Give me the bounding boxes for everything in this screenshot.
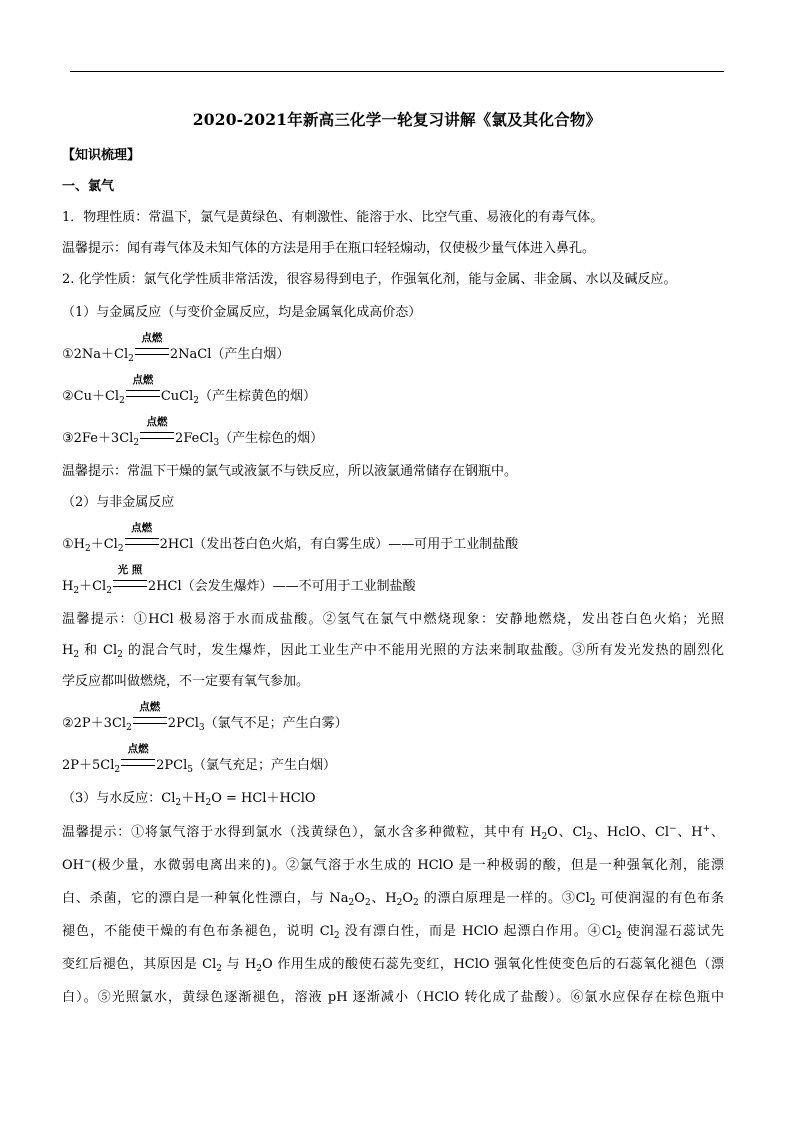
chemical-properties: 2. 化学性质：氯气化学性质非常活泼，很容易得到电子，作强氧化剂，能与金属、非金属、水以及碱反应。 [62,272,677,287]
subsection-water: （3）与水反应：$Cl_2+H_2O$ = HCl＋HClO [62,791,316,808]
reaction-h2-ignite: $①H_2+Cl_2$ 点燃 2HCl（发出苍白色火焰，有白雾生成）——可用于工业制盐酸 [62,522,519,554]
reaction-h2-light: $H_2+Cl_2$ 光 照 2HCl（会发生爆炸）——不可用于工业制盐酸 [62,564,416,596]
part1-heading: 一、氯气 [62,179,115,194]
page-title: 2020-2021年新高三化学一轮复习讲解《氯及其化合物》 [192,110,602,129]
header-rule [70,71,724,72]
reaction-arrow: 光 照 [113,578,147,596]
section-heading: 【知识梳理】 [62,148,141,163]
reaction-p-pcl5: $2P+5Cl_2$ 点燃 2PCl$_5$（氯气充足；产生白烟） [62,743,337,775]
reaction-arrow: 点燃 [125,536,159,554]
tip-smell: 温馨提示：闻有毒气体及未知气体的方法是用手在瓶口轻轻煽动，仅使极少量气体进入鼻孔。 [62,241,596,256]
subsection-metals: （1）与金属反应（与变价金属反应，均是金属氧化成高价态） [62,305,422,320]
reaction-arrow: 点燃 [133,715,167,733]
tip-hcl-line3: 学反应都叫做燃烧，不一定要有氧气参加。 [62,674,310,689]
tip-hcl-line2: $H_2$ 和 $Cl_2$ 的混合气时，发生爆炸，因此工业生产中不能用光照的方法来制取盐酸。③所有发光发热的剧烈化 [62,643,724,660]
subsection-nonmetals: （2）与非金属反应 [62,495,175,510]
reaction-fe: $③2Fe+3Cl_2$ 点燃 2FeCl$_3$（产生棕色的烟） [62,416,324,448]
reaction-na: $①2Na+Cl_2$ 点燃 2NaCl（产生白烟） [62,332,290,364]
tip-water-line6: 白）。⑤光照氯水，黄绿色逐渐褪色，溶液 pH 逐渐减小（HClO 转化成了盐酸）。⑥氯水应保存在棕色瓶中 [62,990,724,1005]
reaction-arrow: 点燃 [140,430,174,448]
tip-water-line2: OH−(极少量，水微弱电离出来的)。②氯气溶于水生成的 HClO 是一种极弱的酸，但是一种强氧化剂，能漂 [62,857,724,873]
tip-water-line5: 变红后褪色，其原因是 $Cl_2$ 与 $H_2O$ 作用生成的酸使石蕊先变红，HClO 强氧化性使变色后的石蕊氧化褪色（漂 [62,957,724,974]
physical-properties: 1．物理性质：常温下，氯气是黄绿色、有刺激性、能溶于水、比空气重、易液化的有毒气体。 [62,210,604,225]
tip-iron: 温馨提示：常温下干燥的氯气或液氯不与铁反应，所以液氯通常储存在钢瓶中。 [62,464,518,479]
reaction-arrow: 点燃 [121,757,155,775]
reaction-arrow: 点燃 [126,388,160,406]
tip-water-line4: 褪色，不能使干燥的有色布条褪色，说明 $Cl_2$ 没有漂白性，而是 HClO 起漂白作用。$④Cl_2$ 使润湿石蕊试先 [62,924,724,941]
tip-water-line3: 白、杀菌，它的漂白是一种氧化性漂白，与 $Na_2O_2$、$H_2O_2$ 的漂白原理是一样的。$③Cl_2$ 可使润湿的有色布条 [62,891,724,908]
reaction-arrow: 点燃 [135,346,169,364]
tip-water-line1: 温馨提示：①将氯气溶于水得到氯水（浅黄绿色），氯水含多种微粒，其中有 $H_2O$、$Cl_2$、HclO、Cl−、H+、 [62,824,724,842]
reaction-p-pcl3: $②2P+3Cl_2$ 点燃 2PCl$_3$（氯气不足；产生白雾） [62,701,348,733]
tip-hcl-line1: 温馨提示：①HCl 极易溶于水而成盐酸。②氢气在氯气中燃烧现象：安静地燃烧，发出苍白色火焰；光照 [62,612,724,627]
reaction-cu: $②Cu+Cl_2$ 点燃 CuCl$_2$（产生棕黄色的烟） [62,374,317,406]
